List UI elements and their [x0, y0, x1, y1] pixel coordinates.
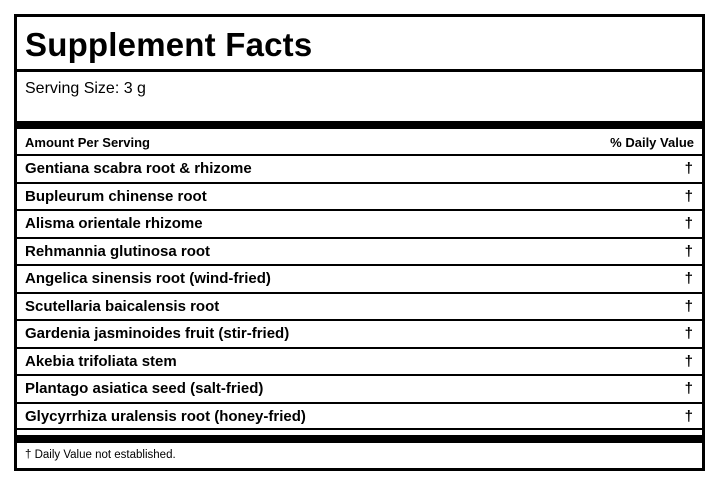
ingredient-row: [17, 182, 702, 210]
thick-divider: [17, 121, 702, 129]
ingredient-name: Alisma orientale rhizome: [25, 215, 203, 232]
ingredient-name: Glycyrrhiza uralensis root (honey-fried): [25, 407, 306, 425]
thick-divider: [17, 435, 702, 443]
column-header-row: [17, 130, 702, 154]
ingredient-daily-value: †: [684, 270, 693, 287]
ingredient-daily-value: †: [684, 160, 693, 177]
divider: [17, 428, 702, 430]
ingredient-daily-value: †: [684, 242, 693, 260]
serving-size: Serving Size: 3 g: [25, 80, 146, 97]
daily-value-header: % Daily Value: [610, 135, 694, 150]
ingredient-name: Gentiana scabra root & rhizome: [25, 160, 252, 177]
footnote: † Daily Value not established.: [25, 449, 176, 461]
panel-title: Supplement Facts: [25, 26, 313, 63]
ingredient-name: Rehmannia glutinosa root: [25, 242, 211, 260]
ingredient-daily-value: †: [684, 325, 693, 342]
ingredient-name: Plantago asiatica seed (salt-fried): [25, 380, 264, 397]
ingredient-row: [17, 209, 702, 237]
ingredient-row: [17, 347, 702, 375]
ingredient-row: [17, 374, 702, 402]
divider: [17, 69, 702, 72]
ingredient-row: [17, 154, 702, 182]
ingredient-daily-value: †: [684, 380, 693, 397]
ingredient-name: Akebia trifoliata stem: [25, 352, 177, 370]
ingredient-row: [17, 264, 702, 292]
ingredient-row: [17, 237, 702, 265]
ingredient-name: Gardenia jasminoides fruit (stir-fried): [25, 325, 290, 342]
ingredient-name: Angelica sinensis root (wind-fried): [25, 270, 271, 287]
ingredient-list: [17, 154, 702, 429]
ingredient-daily-value: †: [684, 215, 693, 232]
ingredient-daily-value: †: [684, 407, 693, 425]
ingredient-daily-value: †: [684, 352, 693, 370]
ingredient-name: Bupleurum chinense root: [25, 187, 207, 205]
ingredient-row: [17, 402, 702, 430]
ingredient-row: [17, 292, 702, 320]
ingredient-daily-value: †: [684, 297, 693, 315]
ingredient-row: [17, 319, 702, 347]
ingredient-daily-value: †: [684, 187, 693, 205]
ingredient-name: Scutellaria baicalensis root: [25, 297, 220, 315]
supplement-facts-panel: [14, 14, 705, 471]
amount-per-serving-header: Amount Per Serving: [25, 135, 150, 150]
